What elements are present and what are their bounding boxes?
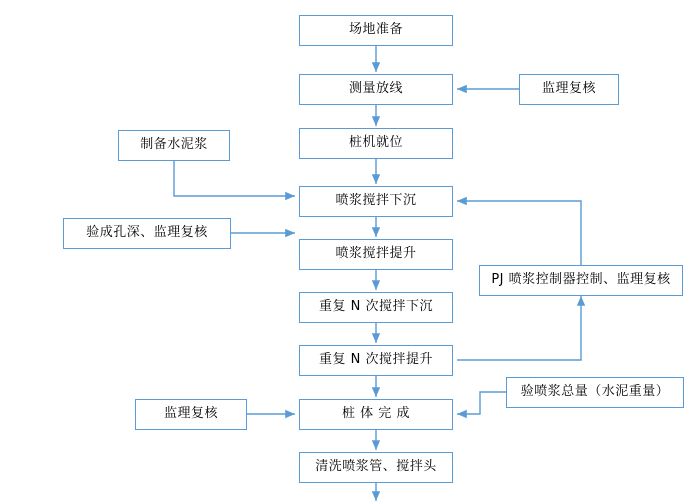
- node-site-preparation[interactable]: 场地准备: [299, 15, 453, 46]
- node-verify-hole-depth[interactable]: 验成孔深、监理复核: [63, 218, 231, 249]
- node-repeat-n-sinking[interactable]: 重复 N 次搅拌下沉: [299, 292, 453, 323]
- node-pile-machine-position[interactable]: 桩机就位: [299, 128, 453, 159]
- node-clean-pipe-mixhead[interactable]: 清洗喷浆管、搅拌头: [299, 452, 453, 483]
- node-pile-complete[interactable]: 桩 体 完 成: [299, 399, 453, 430]
- node-supervisor-review-1[interactable]: 监理复核: [519, 74, 619, 105]
- node-pj-controller-review[interactable]: PJ 喷浆控制器控制、监理复核: [479, 265, 683, 296]
- node-spray-mix-sinking[interactable]: 喷浆搅拌下沉: [299, 186, 453, 217]
- node-spray-mix-lifting[interactable]: 喷浆搅拌提升: [299, 239, 453, 270]
- node-repeat-n-lifting[interactable]: 重复 N 次搅拌提升: [299, 345, 453, 376]
- node-survey-layout[interactable]: 测量放线: [299, 74, 453, 105]
- node-verify-slurry-total[interactable]: 验喷浆总量（水泥重量）: [506, 377, 684, 408]
- node-supervisor-review-2[interactable]: 监理复核: [135, 399, 247, 430]
- node-prepare-cement-slurry[interactable]: 制备水泥浆: [118, 130, 230, 161]
